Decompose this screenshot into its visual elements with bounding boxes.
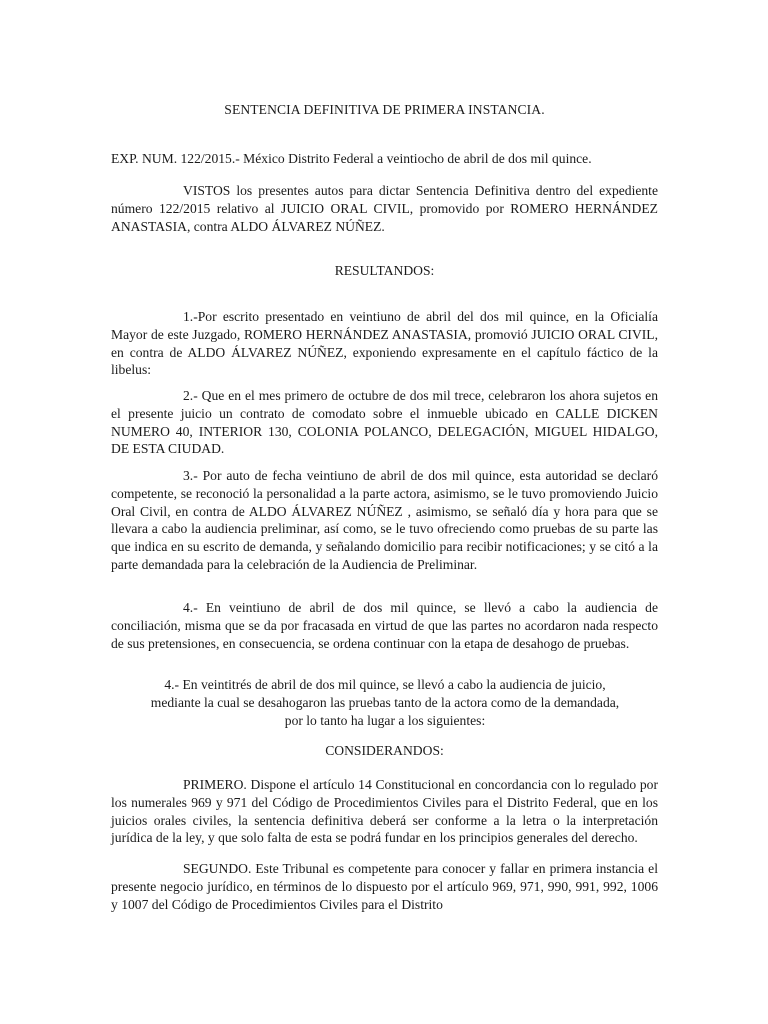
centered-paragraph <box>105 676 665 729</box>
resultando-3: 3.- Por auto de fecha veintiuno de abril de dos mil quince, esta autoridad se declaró competente, se reconoció la personalidad a la parte actora, asimismo, se le tuvo promoviendo Juicio Oral Civil, en contra de ALDO ÁLVAREZ NÚÑEZ , asimismo, se señaló día y hora para que se llevara a cabo la audiencia preliminar, así como, se le tuvo ofreciendo como pruebas de su parte las que indica en su escrito de demanda, y señalando domicilio para recibir notificaciones; y se citó a la parte demandada para la celebración de la Audiencia de Preliminar. <box>111 468 658 572</box>
centered-line: mediante la cual se desahogaron las pruebas tanto de la actora como de la demandada, <box>150 694 620 710</box>
resultandos-heading: RESULTANDOS: <box>334 263 435 278</box>
resultando-2: 2.- Que en el mes primero de octubre de dos mil trece, celebraron los ahora sujetos en el presente juicio un contrato de comodato sobre el inmueble ubicado en CALLE DICKEN NUMERO 40, INTERIOR 130, COLONIA POLANCO, DELEGACIÓN, MIGUEL HIDALGO, DE ESTA CIUDAD. <box>111 388 658 457</box>
exp-line: EXP. NUM. 122/2015.- México Distrito Federal a veintiocho de abril de dos mil quince. <box>111 151 592 166</box>
considerando-segundo: SEGUNDO. Este Tribunal es competente para conocer y fallar en primera instancia el presente negocio jurídico, en términos de lo dispuesto por el artículo 969, 971, 990, 991, 992, 1006 y 1007 del Código de Procedimientos Civiles para el Distrito <box>111 861 658 912</box>
resultando-4: 4.- En veintiuno de abril de dos mil quince, se llevó a cabo la audiencia de conciliación, misma que se da por fracasada en virtud de que las partes no acordaron nada respecto de sus pretensiones, en consecuencia, se ordena continuar con la etapa de desahogo de pruebas. <box>111 600 658 651</box>
resultando-1: 1.-Por escrito presentado en veintiuno de abril del dos mil quince, en la Oficialía Mayor de este Juzgado, ROMERO HERNÁNDEZ ANASTASIA, promovió JUICIO ORAL CIVIL, en contra de ALDO ÁLVAREZ NÚÑEZ, exponiendo expresamente en el capítulo fáctico de la libelus: <box>111 309 658 378</box>
considerando-primero: PRIMERO. Dispone el artículo 14 Constitucional en concordancia con lo regulado por los numerales 969 y 971 del Código de Procedimientos Civiles para el Distrito Federal, que en los juicios orales civiles, la sentencia definitiva deberá ser conforme a la letra o la interpretación jurídica de la ley, y que solo falta de esta se podrá fundar en los principios generales del derecho. <box>111 777 658 846</box>
vistos-paragraph: VISTOS los presentes autos para dictar Sentencia Definitiva dentro del expediente número 122/2015 relativo al JUICIO ORAL CIVIL, promovido por ROMERO HERNÁNDEZ ANASTASIA, contra ALDO ÁLVAREZ NÚÑEZ. <box>111 183 658 234</box>
document-title: SENTENCIA DEFINITIVA DE PRIMERA INSTANCIA. <box>224 102 545 117</box>
centered-line: 4.- En veintitrés de abril de dos mil quince, se llevó a cabo la audiencia de juicio, <box>164 677 606 692</box>
considerandos-heading: CONSIDERANDOS: <box>325 743 444 758</box>
centered-line: por lo tanto ha lugar a los siguientes: <box>284 712 486 728</box>
